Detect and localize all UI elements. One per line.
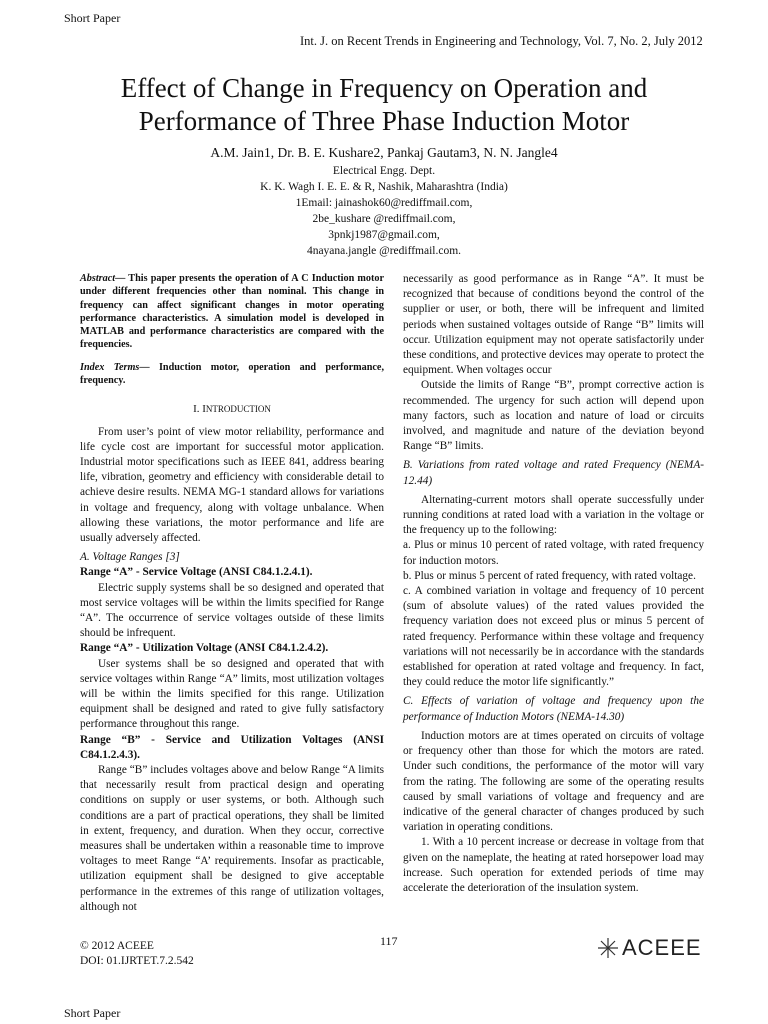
abstract-text: — This paper presents the operation of A C Induction motor under different frequencies other than nominal. This change in frequency can affect significant changes in motor operating performance characteristics. A simulation model is developed in MATLAB and performance characteristics are compared with the frequencies.	[80, 273, 384, 351]
subsection-heading: B. Variations from rated voltage and rated Frequency (NEMA-12.44)	[403, 459, 704, 487]
footer-block	[80, 939, 194, 969]
list-item: c. A combined variation in voltage and frequency of 10 percent (sum of absolute values) of the rated values provided the frequency variation does not exceed plus or minus 5 percent of rated frequency. Performance within these voltage and frequency variations will not necessarily be in accordance with the standards established for operation at rated voltage and frequency. In fact, they could reduce the motor life significantly.”	[403, 585, 704, 689]
running-head: Short Paper	[64, 11, 121, 25]
body-paragraph: Electric supply systems shall be so designed and operated that most service voltages will be within the limits specified for Range “A”. The occurrence of service voltages outside of these limits should be infrequent.	[80, 581, 384, 640]
section-number: I.	[193, 403, 203, 416]
body-paragraph: necessarily as good performance as in Range “A”. It must be recognized that because of conditions beyond the control of the supplier or user, or both, there will be infrequent and limited periods when sustained voltages outside of Range “B” limits will occur. Utilization equipment may not operate satisfactorily under these conditions, and protective devices may operate to protect the equipment. When voltages occur	[403, 273, 704, 377]
right-column	[403, 272, 704, 896]
doi: DOI: 01.IJRTET.7.2.542	[80, 955, 194, 967]
title-line: Effect of Change in Frequency on Operation and	[120, 73, 648, 103]
journal-citation: Int. J. on Recent Trends in Engineering and Technology, Vol. 7, No. 2, July 2012	[300, 34, 703, 48]
body-paragraph: User systems shall be so designed and operated that with service voltages within Range “A” limits, most utilization voltages will be within the limits specified for this range. Utilization equipment shall be designed and rated to give fully satisfactory performance throughout this range.	[80, 657, 384, 731]
affiliation-block	[0, 163, 768, 259]
affiliation-email: 1Email: jainashok60@rediffmail.com,	[295, 197, 473, 209]
range-heading: Range “A” - Utilization Voltage (ANSI C84.1.2.4.2).	[80, 642, 329, 655]
section-title-rest: NTRODUCTION	[205, 404, 271, 415]
range-heading: Range “A” - Service Voltage (ANSI C84.1.2.4.1).	[80, 566, 313, 579]
list-item: b. Plus or minus 5 percent of rated frequency, with rated voltage.	[403, 569, 696, 582]
affiliation-line: Electrical Engg. Dept.	[332, 165, 436, 177]
left-column	[80, 272, 384, 915]
affiliation-email: 4nayana.jangle @rediffmail.com.	[306, 245, 462, 257]
list-item: a. Plus or minus 10 percent of rated voltage, with rated frequency for induction motors.	[403, 539, 704, 567]
copyright: © 2012 ACEEE	[80, 940, 154, 952]
body-paragraph: Alternating-current motors shall operate successfully under running conditions at rated load with a variation in the voltage or the frequency up to the following:	[403, 493, 704, 537]
body-paragraph: Induction motors are at times operated on circuits of voltage or frequency other than those for which the motors are rated. Under such conditions, the performance of the motor will vary from the rating. The following are some of the operating results caused by small variations of voltage and frequency and are indicative of the general character of changes produced by such variation in operating conditions.	[403, 729, 704, 834]
section-heading	[80, 402, 384, 417]
affiliation-email: 2be_kushare @rediffmail.com,	[312, 213, 456, 225]
running-foot: Short Paper	[64, 1006, 121, 1020]
index-terms-label: Index Terms	[80, 361, 140, 373]
subsection-heading: A. Voltage Ranges [3]	[80, 551, 180, 564]
affiliation-email: 3pnkj1987@gmail.com,	[328, 229, 440, 241]
star-burst-icon	[597, 937, 619, 959]
intro-paragraph: From user’s point of view motor reliability, performance and life cycle cost are important for successful motor application. Industrial motor specifications such as IEEE 841, address bearing life, vibration, geometry and efficiency with considerable detail to achieve desire results. NEMA MG-1 standard allows for variations in voltage and frequency, along with voltage unbalance. When allowing these variations, the motor performance and life are usually adversely affected.	[80, 425, 384, 544]
list-item: 1. With a 10 percent increase or decrease in voltage from that given on the nameplate, the heating at rated horsepower load may increase. Such operation for extended periods of time may accelerate the deterioration of the insulation system.	[403, 836, 704, 894]
affiliation-line: K. K. Wagh I. E. E. & R, Nashik, Maharashtra (India)	[260, 181, 508, 193]
page-number: 117	[380, 934, 398, 948]
subsection-heading: C. Effects of variation of voltage and frequency upon the performance of Induction Motors (NEMA-14.30)	[403, 695, 704, 723]
logo-text: ACEEE	[622, 935, 702, 960]
author-list: A.M. Jain1, Dr. B. E. Kushare2, Pankaj Gautam3, N. N. Jangle4	[210, 145, 558, 160]
index-terms-text: — Induction motor, operation and performance, frequency.	[80, 361, 384, 387]
index-terms	[80, 361, 384, 388]
aceee-logo	[597, 935, 702, 961]
body-paragraph: Outside the limits of Range “B”, prompt corrective action is recommended. The urgency for such action will depend upon many factors, such as location and nature of load or circuits involved, and magnitude and nature of the deviation beyond Range “B” limits.	[403, 379, 704, 453]
section-title-initial: I	[202, 403, 206, 416]
body-paragraph: Range “B” includes voltages above and below Range “A limits that necessarily result from practical design and operating conditions on supply or user systems, or both. Although such conditions are a part of practical operations, they shall be limited in extent, frequency, and duration. When they occur, corrective measures shall be undertaken within a reasonable time to improve voltages to meet Range “A’ requirements. Insofar as practicable, utilization equipment shall be designed to give acceptable performance in the extremes of this range of utilization voltages, although not	[80, 764, 384, 913]
paper-title	[0, 72, 768, 138]
range-heading: Range “B” - Service and Utilization Voltages (ANSI C84.1.2.4.3).	[80, 733, 384, 761]
title-line: Performance of Three Phase Induction Motor	[138, 106, 630, 136]
abstract	[80, 272, 384, 352]
abstract-label: Abstract	[80, 273, 116, 284]
